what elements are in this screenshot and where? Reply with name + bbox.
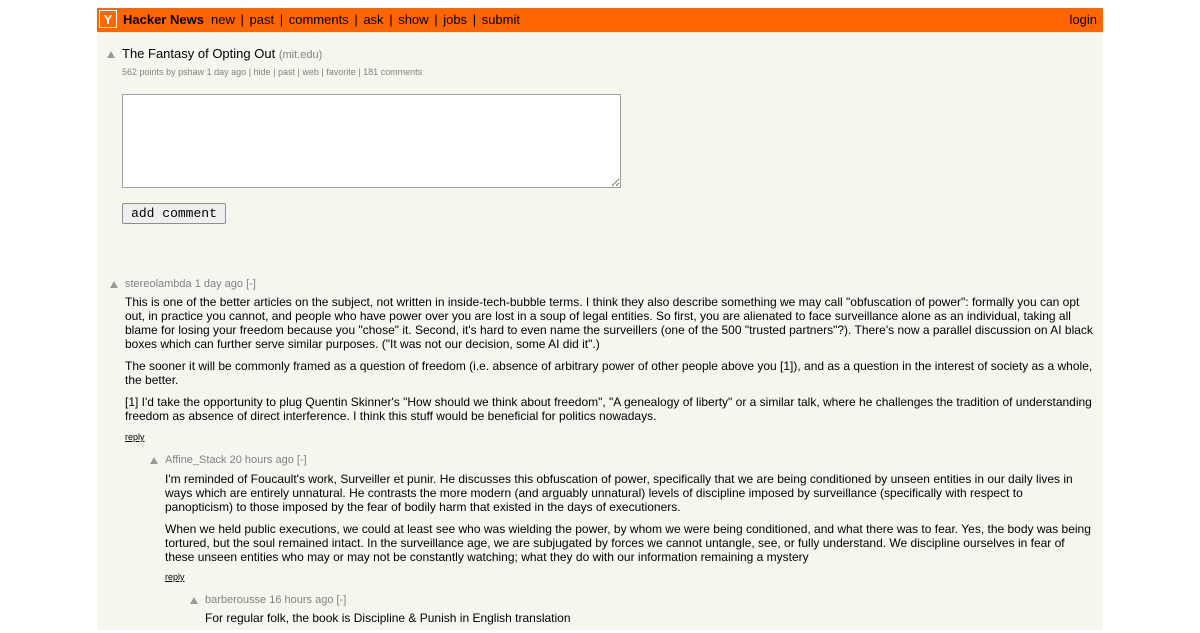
comment-textarea[interactable]	[122, 94, 621, 188]
nav-separator: |	[240, 12, 244, 27]
comment-age-link[interactable]: 16 hours ago	[269, 594, 334, 606]
web-link[interactable]: web	[302, 67, 319, 77]
top-bar	[97, 8, 1103, 32]
story-age-link[interactable]: 1 day ago	[206, 67, 247, 77]
by-word: by	[166, 67, 176, 77]
login-link[interactable]: login	[1069, 12, 1097, 27]
comment-user-link[interactable]: stereolambda	[125, 278, 192, 290]
nav-show[interactable]: show	[398, 12, 429, 27]
nav-comments[interactable]: comments	[288, 12, 349, 27]
comment-paragraph: When we held public executions, we could at least see who was wielding the power, by whom we were being conditioned, and what there was to fear. Yes, the body was being tortured, but the soul remained intact. In the surveillance age, we are subjugated by forces we cannot untangle, see, or fully understand. We discipline ourselves in fear of these unseen entities who may or may not be constantly watching; what they do with our information remaining a mystery	[165, 522, 1091, 564]
comment-header	[125, 278, 256, 290]
nav-separator: |	[354, 12, 358, 27]
nav-separator: |	[389, 12, 393, 27]
collapse-toggle[interactable]: [-]	[296, 454, 307, 466]
site-name-link[interactable]: Hacker News	[123, 12, 204, 27]
story-site[interactable]: (mit.edu)	[278, 49, 323, 61]
upvote-comment-icon[interactable]	[110, 281, 118, 288]
hn-logo-icon[interactable]: Y	[99, 10, 117, 28]
past-link[interactable]: past	[277, 67, 295, 77]
story-title-row	[122, 46, 322, 61]
nav-separator: |	[472, 12, 477, 27]
comment-age-link[interactable]: 20 hours ago	[229, 454, 294, 466]
subtext-separator: |	[321, 67, 324, 77]
story-subtext	[122, 67, 422, 77]
comments-count-link[interactable]: 181 comments	[363, 67, 423, 77]
comment-paragraph: The sooner it will be commonly framed as a question of freedom (i.e. absence of arbitrary power of other people above you [1]), and as a question in the interest of society as a whole, the better.	[125, 359, 1093, 387]
comment-paragraph: This is one of the better articles on the subject, not written in inside-tech-bubble terms. I think they also describe something we may call "obfuscation of power": formally you can opt out, in practice you cannot, and people who have power over you are lost in a soup of legal entities. So first, you are alienated to face surveillance alone as an individual, taking all blame for losing your freedom because you "chose" it. Second, it's hard to even name the surveillers (one of the 500 "trusted partners"?). There's now a parallel discussion on AI black boxes which can further serve similar purposes. ("It was not our decision, some AI did it".)	[125, 295, 1093, 351]
story-title-link[interactable]: The Fantasy of Opting Out	[122, 46, 276, 61]
upvote-comment-icon[interactable]	[150, 457, 158, 464]
comment-user-link[interactable]: Affine_Stack	[165, 454, 227, 466]
comment-age-link[interactable]: 1 day ago	[194, 278, 244, 290]
nav-links	[211, 12, 520, 27]
comment-header	[165, 454, 307, 466]
nav-submit[interactable]: submit	[481, 12, 520, 27]
reply-link[interactable]: reply	[165, 572, 185, 582]
comment-body	[125, 295, 1093, 431]
comment-paragraph: For regular folk, the book is Discipline & Punish in English translation	[205, 611, 571, 625]
hide-link[interactable]: hide	[253, 67, 271, 77]
nav-new[interactable]: new	[211, 12, 235, 27]
nav-past[interactable]: past	[249, 12, 275, 27]
comment-paragraph: [1] I'd take the opportunity to plug Quentin Skinner's "How should we think about freedom", "A genealogy of liberty" or a similar talk, where he challenges the tradition of understanding freedom as absence of direct interference. I think this stuff would be beneficial for politics nowadays.	[125, 395, 1092, 423]
nav-jobs[interactable]: jobs	[443, 12, 468, 27]
nav-separator: |	[279, 12, 284, 27]
nav-separator: |	[434, 12, 438, 27]
subtext-separator: |	[297, 67, 300, 77]
nav-ask[interactable]: ask	[363, 12, 384, 27]
comment-user-link[interactable]: barberousse	[205, 594, 267, 606]
comment-body	[165, 472, 1093, 572]
collapse-toggle[interactable]: [-]	[336, 594, 347, 606]
story-user-link[interactable]: pshaw	[178, 67, 205, 77]
reply-link[interactable]: reply	[125, 432, 145, 442]
upvote-comment-icon[interactable]	[190, 597, 198, 604]
upvote-story-icon[interactable]	[107, 51, 115, 58]
subtext-separator: |	[248, 67, 252, 77]
story-points: 562 points	[122, 67, 164, 77]
add-comment-button[interactable]: add comment	[122, 203, 226, 224]
collapse-toggle[interactable]: [-]	[246, 278, 256, 290]
comment-header	[205, 594, 346, 606]
favorite-link[interactable]: favorite	[326, 67, 356, 77]
subtext-separator: |	[273, 67, 276, 77]
page	[97, 8, 1103, 630]
comment-paragraph: I'm reminded of Foucault's work, Surveiller et punir. He discusses this obfuscation of power, specifically that we are being conditioned by unseen entities in our daily lives in ways which are entirely unnatural. He contrasts the more modern (and arguably unnatural) levels of discipline imposed by surveillance (specifically with respect to panopticism) to those imposed by the fear of bodily harm that existed in the days of executioners.	[165, 472, 1073, 514]
subtext-separator: |	[358, 67, 361, 77]
